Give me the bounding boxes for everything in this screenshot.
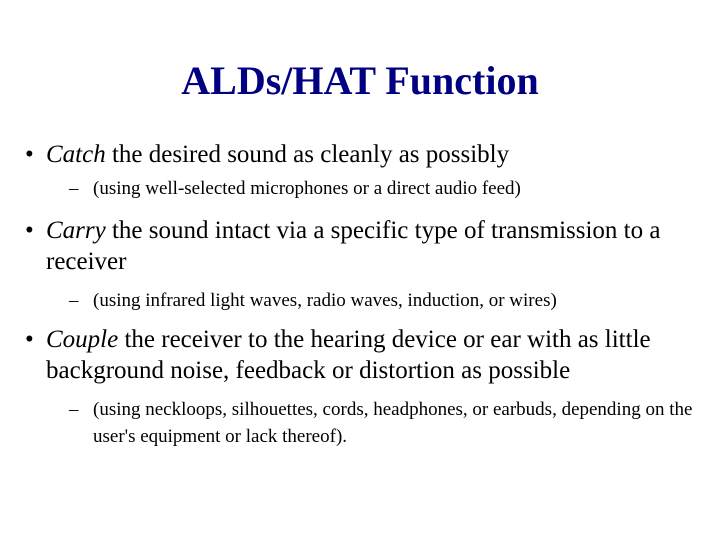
bullet-body: the sound intact via a specific type of transmission to a receiver [46,217,661,275]
bullet-marker: • [25,326,34,353]
subbullet-marker: – [69,290,79,311]
bullet-text [46,215,716,277]
bullet-text [46,324,716,386]
slide-title: ALDs/HAT Function [181,58,539,103]
bullet-body: the desired sound as cleanly as possibly [105,141,510,168]
bullet-keyword: Catch [46,141,106,168]
bullet-keyword: Couple [46,326,119,353]
bullet-body: the receiver to the hearing device or ear with as little background noise, feedback or distortion as possible [46,326,651,384]
subbullet-text: (using neckloops, silhouettes, cords, headphones, or earbuds, depending on the user's equipment or lack thereof). [93,399,693,447]
subbullet-marker: – [69,399,79,420]
bullet-text [46,139,716,170]
bullet-marker: • [25,217,34,244]
bullet-marker: • [25,141,34,168]
subbullet-text: (using well-selected microphones or a direct audio feed) [93,178,521,199]
subbullet-marker: – [69,178,79,199]
bullet-keyword: Carry [46,217,106,244]
subbullet-text: (using infrared light waves, radio waves, induction, or wires) [93,290,557,311]
